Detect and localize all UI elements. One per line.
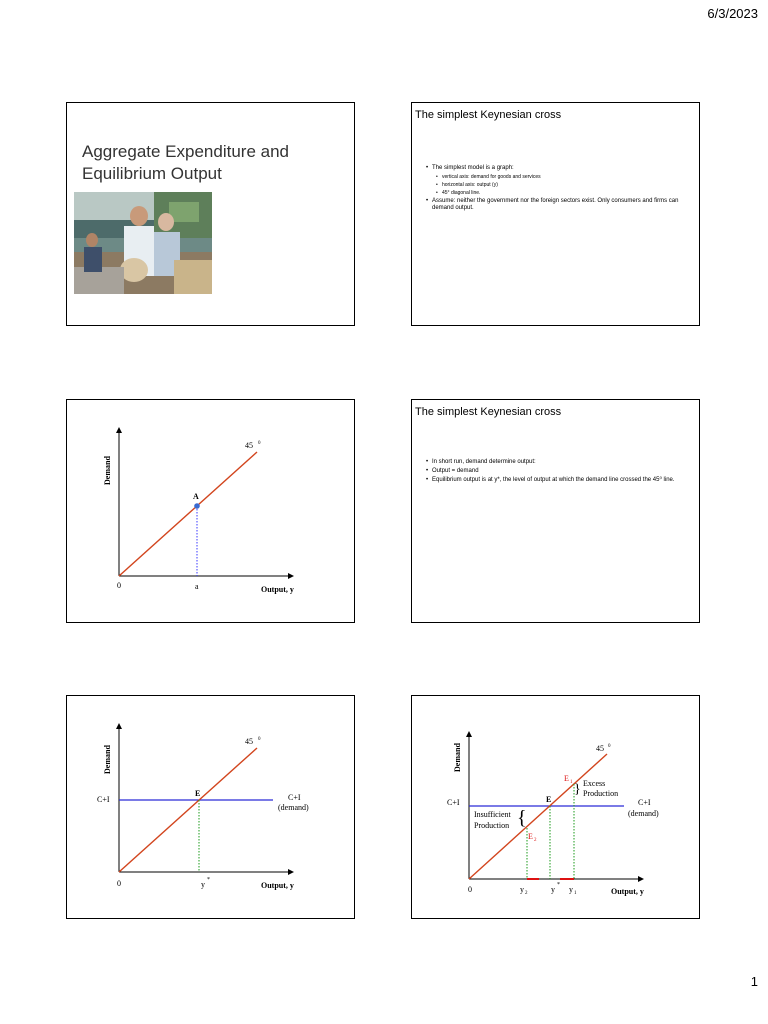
bullet-item: • In short run, demand determine output: [426, 459, 688, 466]
diagonal-45-line [119, 452, 257, 576]
svg-text:0: 0 [258, 441, 261, 446]
tick-label-y2: y [520, 885, 524, 894]
right-label-ci: C+I [288, 793, 301, 802]
tick-label-star: * [557, 882, 560, 888]
diagram-45-line [67, 400, 355, 623]
svg-text:0: 0 [258, 737, 261, 742]
page-number: 1 [750, 974, 758, 989]
right-label-demand: (demand) [628, 809, 659, 818]
excess-label-2: Production [583, 789, 619, 798]
tick-label-ystar: y [201, 880, 205, 889]
shopping-photo [74, 192, 212, 294]
bullet-item: • Output = demand [426, 468, 688, 475]
e1-label: E [564, 774, 569, 783]
origin-label: 0 [117, 879, 121, 888]
right-label-ci: C+I [638, 798, 651, 807]
axis-label-demand: Demand [103, 745, 112, 774]
slide-diagram-45-line [66, 399, 355, 623]
e2-label: E [528, 832, 533, 841]
bullet-item: • The simplest model is a graph: [426, 165, 688, 172]
point-a [194, 503, 200, 509]
bullet-list [426, 459, 688, 486]
axis-label-demand: Demand [103, 456, 112, 485]
point-label-a: A [193, 492, 199, 501]
sub-bullet-item: • vertical axis: demand for goods and services [436, 174, 688, 180]
equilibrium-label: E [195, 789, 201, 798]
slide-keynesian-cross-2 [411, 399, 700, 623]
line-label-45: 45 [596, 744, 604, 753]
axis-label-output: Output, y [261, 881, 294, 890]
diagonal-45-line [119, 748, 257, 872]
sub-bullet-item: • horizontal axis: output (y) [436, 182, 688, 188]
slide-diagram-equilibrium [66, 695, 355, 919]
origin-label: 0 [117, 581, 121, 590]
slide-title [66, 102, 355, 326]
brace-excess: } [574, 782, 581, 797]
diagram-equilibrium [67, 696, 355, 919]
sub-bullet-item: • 45° diagonal line. [436, 190, 688, 196]
slide-heading: The simplest Keynesian cross [415, 109, 562, 121]
slide-title-text [82, 141, 342, 185]
line-label-45: 45 [245, 737, 253, 746]
bullet-item: • Equilibrium output is at y*, the level of output at which the demand line crossed the 45⁰ line. [426, 477, 688, 484]
svg-text:0: 0 [608, 744, 611, 749]
slide-keynesian-cross-1 [411, 102, 700, 326]
insufficient-label-2: Production [474, 821, 510, 830]
tick-label-y2-sub: 2 [525, 891, 528, 896]
tick-label-ystar: y [551, 885, 555, 894]
axis-label-output: Output, y [611, 887, 644, 896]
e2-sub: 2 [534, 838, 537, 843]
tick-label-a: a [195, 582, 199, 591]
bullet-list [426, 165, 688, 214]
axis-label-output: Output, y [261, 585, 294, 594]
equilibrium-label: E [546, 795, 552, 804]
brace-insufficient: { [517, 807, 527, 829]
origin-label: 0 [468, 885, 472, 894]
title-line-2: Equilibrium Output [82, 164, 222, 183]
insufficient-label-1: Insufficient [474, 810, 511, 819]
title-line-1: Aggregate Expenditure and [82, 142, 289, 161]
excess-label-1: Excess [583, 779, 606, 788]
left-label-ci: C+I [97, 795, 110, 804]
line-label-45: 45 [245, 441, 253, 450]
bullet-item: • Assume: neither the government nor the foreign sectors exist. Only consumers and firms can demand output. [426, 198, 688, 212]
tick-label-star: * [207, 877, 210, 883]
e1-sub: 1 [570, 780, 573, 785]
axis-label-demand: Demand [453, 743, 462, 772]
slide-heading: The simplest Keynesian cross [415, 406, 562, 418]
left-label-ci: C+I [447, 798, 460, 807]
tick-label-y1-sub: 1 [574, 891, 577, 896]
tick-label-y1: y [569, 885, 573, 894]
slide-diagram-production-gaps [411, 695, 700, 919]
page-date: 6/3/2023 [707, 6, 758, 21]
right-label-demand: (demand) [278, 803, 309, 812]
diagram-production-gaps [412, 696, 700, 919]
